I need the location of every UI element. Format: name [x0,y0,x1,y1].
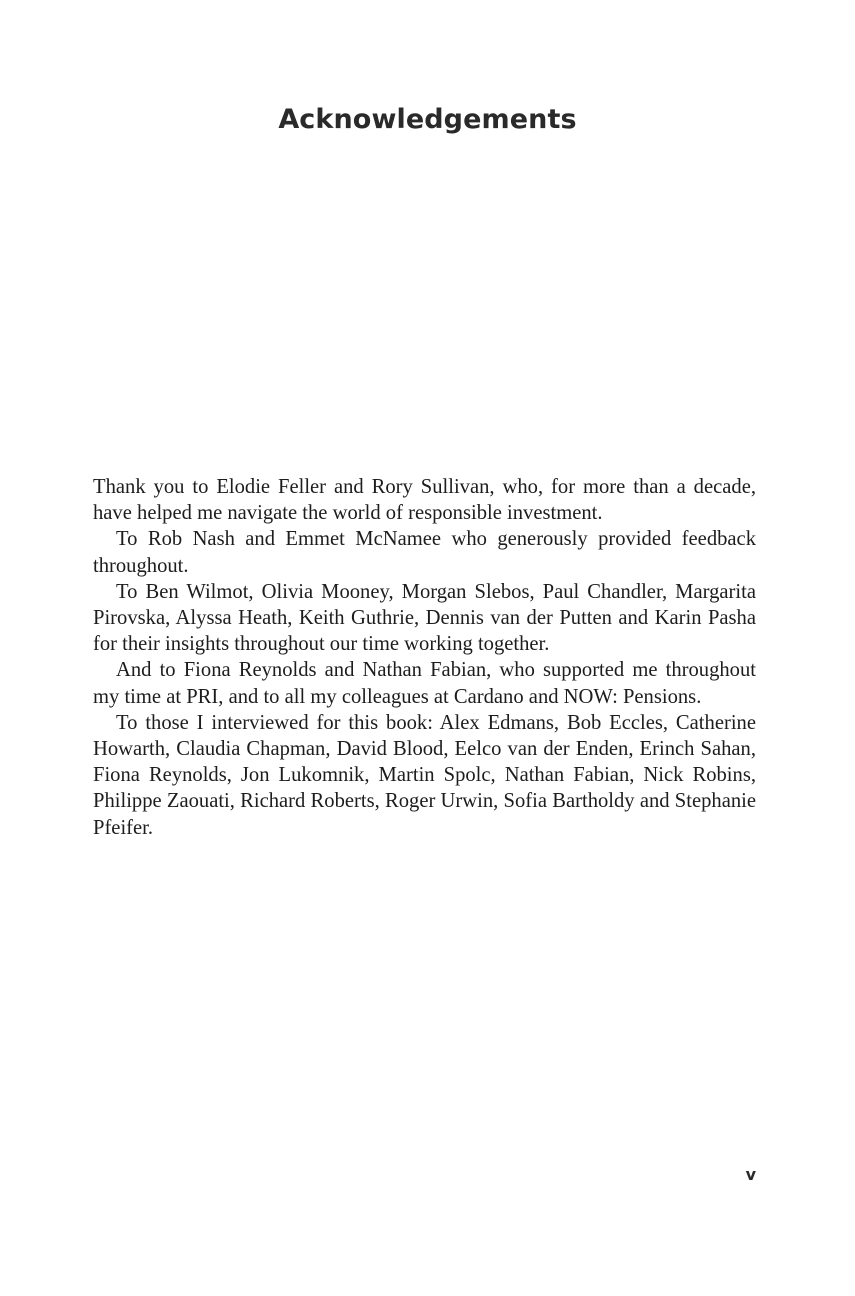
paragraph: To those I interviewed for this book: Alex Edmans, Bob Eccles, Catherine Howarth, Claudia Chapman, David Blood, Eelco van der Enden, Erinch Sahan, Fiona Reynolds, Jon Lukomnik, Martin Spolc, Nathan Fabian, Nick Robins, Philippe Zaouati, Richard Roberts, Roger Urwin, Sofia Bartholdy and Stephanie Pfeifer. [93,711,756,839]
paragraph: To Rob Nash and Emmet McNamee who generously provided feedback throughout. [93,528,756,577]
paragraph: And to Fiona Reynolds and Nathan Fabian, who supported me throughout my time at PRI, and to all my colleagues at Cardano and NOW: Pensions. [93,659,756,708]
acknowledgements-body [93,474,756,841]
paragraph: Thank you to Elodie Feller and Rory Sullivan, who, for more than a decade, have helped me navigate the world of responsible investment. [93,476,756,525]
paragraph: To Ben Wilmot, Olivia Mooney, Morgan Slebos, Paul Chandler, Margarita Pirovska, Alyssa Heath, Keith Guthrie, Dennis van der Putten and Karin Pasha for their insights throughout our time working together. [93,580,756,656]
page-number: v [745,1165,756,1184]
page-title: Acknowledgements [278,104,577,135]
